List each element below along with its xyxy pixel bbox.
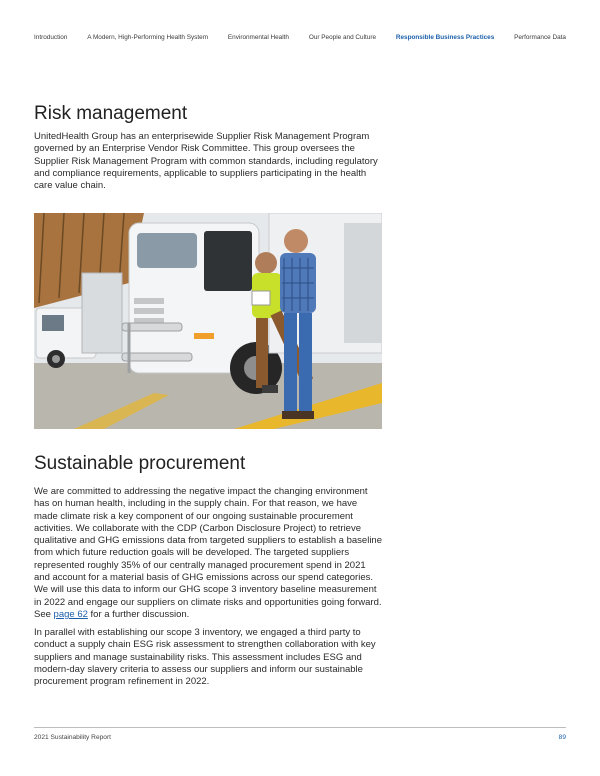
truck-workers-illustration	[34, 213, 382, 429]
footer-page-number: 89	[558, 734, 566, 741]
sustainable-procurement-body-1	[34, 486, 382, 621]
sustainable-procurement-heading: Sustainable procurement	[34, 453, 246, 474]
nav-environmental-health[interactable]: Environmental Health	[227, 34, 289, 41]
footer-report-title: 2021 Sustainability Report	[34, 734, 111, 741]
nav-people-and-culture[interactable]: Our People and Culture	[308, 34, 377, 41]
procurement-text-after-link: for a further discussion.	[87, 608, 190, 620]
nav-performance-data[interactable]: Performance Data	[514, 34, 566, 41]
nav-responsible-business-practices[interactable]: Responsible Business Practices	[395, 34, 495, 41]
risk-management-body: UnitedHealth Group has an enterprisewide Supplier Risk Management Program governed by an Enterprise Vendor Risk Committee. This group oversees the Supplier Risk Management Program with common standards, including regulatory and compliance requirements, applicable to suppliers participating in the health care value chain.	[34, 131, 378, 192]
page-62-link[interactable]: page 62	[53, 608, 88, 620]
top-navigation	[34, 34, 566, 41]
supply-chain-photo	[34, 213, 382, 429]
nav-modern-health-system[interactable]: A Modern, High-Performing Health System	[87, 34, 209, 41]
nav-introduction[interactable]: Introduction	[34, 34, 68, 41]
risk-management-heading: Risk management	[34, 103, 188, 124]
procurement-text-before-link: We are committed to addressing the negative impact the changing environment has on human health, including in the supply chain. For that reason, we have made climate risk a key component of our ongoing sustainable procurement activities. We collaborate with the CDP (Carbon Disclosure Project) to retrieve qualitative and GHG emissions data from targeted suppliers to establish a baseline from which future reduction goals will be developed. The targeted suppliers represented roughly 35% of our centrally managed procurement spend in 2021 and account for a material basis of GHG emissions across our spend categories. We will use this data to inform our GHG scope 3 inventory baseline measurement in 2022 and engage our suppliers on climate risks and opportunities going forward. See	[34, 486, 382, 620]
sustainable-procurement-body-2: In parallel with establishing our scope 3 inventory, we engaged a third party to conduct a supply chain ESG risk assessment to strengthen collaboration with key suppliers and manage sustainability risks. This assessment includes ESG and modern-day slavery criteria to assess our suppliers and inform our sustainable procurement program refinement in 2022.	[34, 627, 376, 688]
footer-divider	[34, 727, 566, 728]
